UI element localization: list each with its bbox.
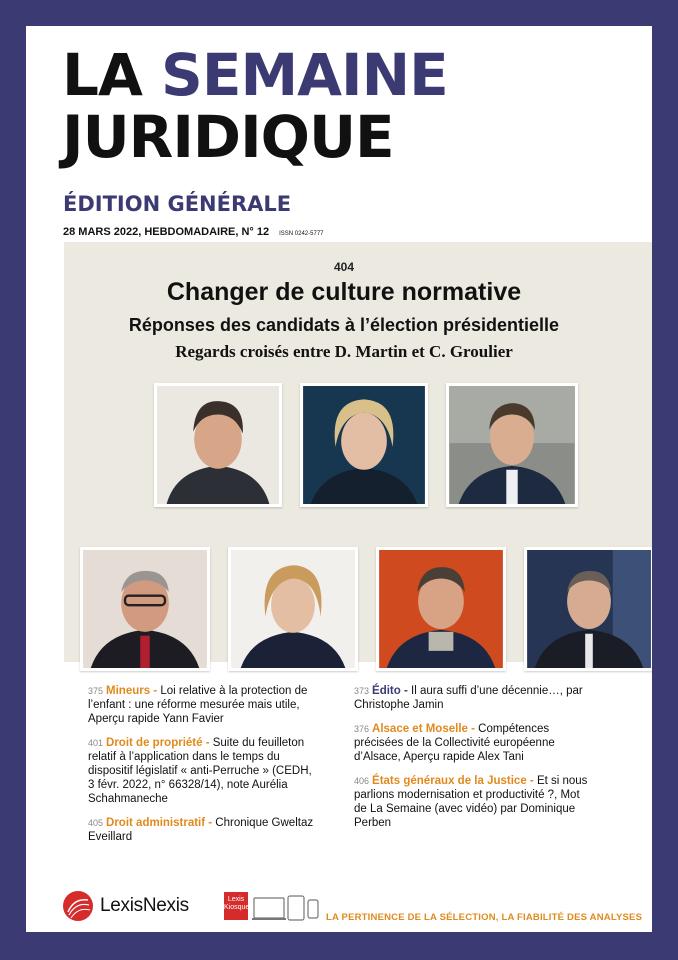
item-keyword: Droit de propriété - bbox=[106, 737, 213, 749]
publisher-name: LexisNexis bbox=[100, 895, 189, 916]
portrait-image bbox=[83, 550, 207, 668]
item-text: Chronique Gweltaz Eveillard bbox=[88, 817, 314, 843]
item-keyword: Droit administratif - bbox=[106, 817, 216, 829]
edition-label: ÉDITION GÉNÉRALE bbox=[63, 192, 292, 216]
item-keyword: Mineurs - bbox=[106, 685, 161, 697]
item-keyword: États généraux de la Justice - bbox=[372, 775, 537, 787]
kiosque-line1: Lexis bbox=[227, 896, 245, 903]
portrait-image bbox=[231, 550, 355, 668]
summary-item[interactable] bbox=[354, 774, 594, 830]
portrait-photo bbox=[300, 383, 428, 507]
masthead-semaine: SEMAINE bbox=[161, 41, 448, 109]
portrait-image bbox=[157, 386, 279, 504]
dateline bbox=[63, 226, 324, 238]
publisher-logo[interactable] bbox=[62, 890, 189, 922]
portrait-photo bbox=[80, 547, 210, 671]
kiosque-line2: Kiosque bbox=[224, 904, 250, 911]
item-text: Il aura suffi d’une décennie…, par Christophe Jamin bbox=[354, 685, 583, 711]
item-number: 405 bbox=[88, 818, 104, 828]
masthead-juridique: JURIDIQUE bbox=[62, 103, 394, 171]
portrait-photo bbox=[446, 383, 578, 507]
feature-number: 404 bbox=[333, 260, 355, 274]
issn: ISSN 0242-5777 bbox=[279, 231, 324, 237]
portrait-photo bbox=[154, 383, 282, 507]
feature-title: Changer de culture normative bbox=[166, 278, 522, 306]
devices-icon bbox=[252, 894, 322, 922]
right-column bbox=[354, 684, 594, 840]
feature-subtitle2: Regards croisés entre D. Martin et C. Groulier bbox=[175, 342, 513, 361]
item-number: 401 bbox=[88, 738, 104, 748]
issue-date: 28 MARS 2022, HEBDOMADAIRE, N° 12 bbox=[63, 226, 270, 238]
summary-item[interactable] bbox=[88, 816, 318, 844]
item-number: 375 bbox=[88, 686, 104, 696]
portrait-photo bbox=[524, 547, 652, 671]
feature-subtitle: Réponses des candidats à l’élection présidentielle bbox=[128, 315, 560, 335]
left-column bbox=[88, 684, 318, 854]
portrait-image bbox=[303, 386, 425, 504]
item-number: 373 bbox=[354, 686, 370, 696]
portrait-image bbox=[527, 550, 651, 668]
summary-item[interactable] bbox=[88, 736, 318, 806]
summary-item[interactable] bbox=[354, 684, 594, 712]
portrait-photo bbox=[228, 547, 358, 671]
item-text: Loi relative à la protection de l’enfant : une réforme mesurée mais utile, Aperçu rapide Yann Favier bbox=[88, 685, 308, 725]
item-text: Et si nous parlions modernisation et productivité ?, Mot de La Semaine (avec vidéo) par Dominique Perben bbox=[354, 775, 588, 829]
feature-panel bbox=[64, 242, 652, 662]
portrait-image bbox=[449, 386, 575, 504]
lexis-kiosque-badge[interactable] bbox=[224, 892, 248, 920]
item-keyword: Édito - bbox=[372, 685, 411, 697]
item-number: 376 bbox=[354, 724, 370, 734]
item-keyword: Alsace et Moselle - bbox=[372, 723, 479, 735]
lexisnexis-emblem-icon bbox=[62, 890, 94, 922]
item-text: Suite du feuilleton relatif à l’application dans le temps du dispositif législatif « anti-Perruche » (CEDH, 3 févr. 2022, n° 66328/14), note Aurélia Schahmaneche bbox=[88, 737, 312, 805]
magazine-cover bbox=[26, 26, 652, 932]
masthead-la: LA bbox=[62, 41, 162, 109]
masthead bbox=[62, 41, 448, 171]
slogan: LA PERTINENCE DE LA SÉLECTION, LA FIABILITÉ DES ANALYSES bbox=[326, 912, 643, 923]
item-number: 406 bbox=[354, 776, 370, 786]
masthead-line1 bbox=[62, 41, 448, 109]
portrait-image bbox=[379, 550, 503, 668]
item-text: Compétences précisées de la Collectivité européenne d’Alsace, Aperçu rapide Alex Tani bbox=[354, 723, 555, 763]
portrait-photo bbox=[376, 547, 506, 671]
summary-item[interactable] bbox=[354, 722, 594, 764]
summary-item[interactable] bbox=[88, 684, 318, 726]
